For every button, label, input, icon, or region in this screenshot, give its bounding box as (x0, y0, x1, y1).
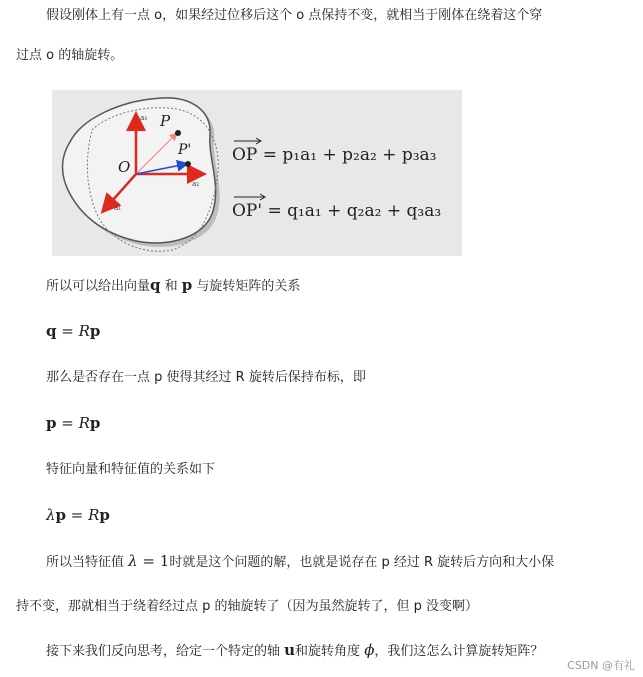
label-a2: a₂ (192, 180, 200, 188)
axis-u: u (284, 641, 296, 659)
label-p-prime: P' (178, 142, 192, 158)
vector-q: q (150, 276, 161, 294)
csdn-watermark: CSDN @有礼 (567, 659, 635, 672)
paragraph-1-line-2: 过点 o 的轴旋转。 (16, 48, 124, 63)
equation-op: OP = p₁a₁ + p₂a₂ + p₃a₃ (232, 145, 437, 165)
vector-p: p (181, 276, 193, 294)
equation-1: q = Rp (46, 322, 101, 340)
paragraph-5-line-2: 持不变，那就相当于绕着经过点 p 的轴旋转了（因为虽然旋转了，但 p 没变啊） (16, 599, 479, 614)
point-p (175, 130, 181, 136)
point-pp (185, 161, 191, 167)
angle-phi: ϕ (364, 641, 375, 659)
label-o: O (118, 158, 131, 176)
paragraph-2: 所以可以给出向量q 和 p 与旋转矩阵的关系 (46, 276, 301, 294)
figure-svg (52, 90, 462, 256)
label-a3: a₃ (140, 114, 148, 122)
label-p: P (160, 112, 171, 130)
equation-3: λp = Rp (46, 506, 110, 524)
paragraph-1-line-1: 假设刚体上有一点 o，如果经过位移后这个 o 点保持不变，就相当于刚体在绕着这个穿 (46, 8, 543, 23)
rigid-body-rotation-figure (52, 90, 462, 256)
paragraph-5-line-1: 所以当特征值 λ = 1时就是这个问题的解，也就是说存在 p 经过 R 旋转后方向和大小保 (46, 552, 555, 570)
paragraph-4: 特征向量和特征值的关系如下 (46, 462, 216, 477)
equation-2: p = Rp (46, 414, 101, 432)
paragraph-6: 接下来我们反向思考，给定一个特定的轴 u和旋转角度 ϕ，我们这怎么计算旋转矩阵？ (46, 641, 544, 659)
equation-opp: OP' = q₁a₁ + q₂a₂ + q₃a₃ (232, 201, 442, 221)
label-a1: a₁ (114, 204, 122, 212)
paragraph-3: 那么是否存在一点 p 使得其经过 R 旋转后保持布标，即 (46, 370, 366, 385)
